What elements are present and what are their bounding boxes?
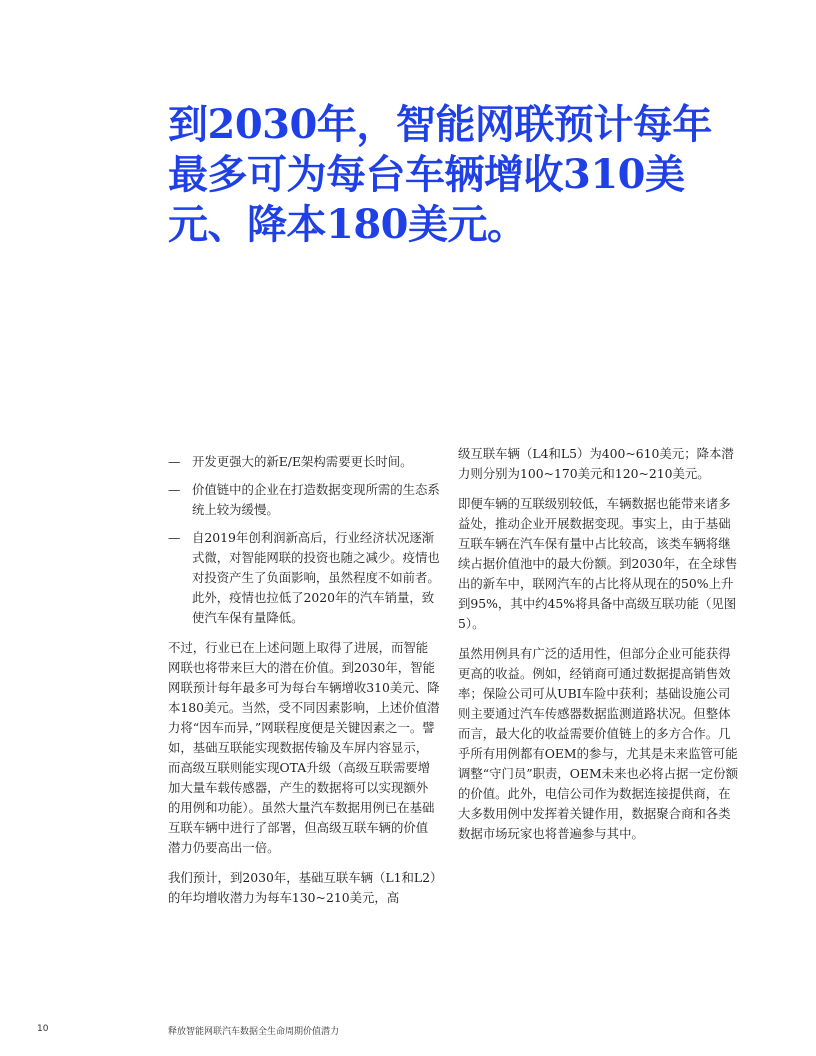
bullet-dash: — — [168, 530, 181, 545]
bullet-text: 开发更强大的新E/E架构需要更长时间。 — [192, 454, 413, 469]
page-headline: 到2030年，智能网联预计每年最多可为每台车辆增收310美元、降本180美元。 — [168, 101, 712, 248]
body-paragraph: 我们预计，到2030年，基础互联车辆（L1和L2）的年均增收潜力为每车130~210美元，高 — [168, 870, 437, 905]
bullet-dash: — — [168, 482, 181, 497]
left-column — [168, 452, 440, 918]
bullet-text: 自2019年创利润新高后，行业经济状况逐渐式微，对智能网联的投资也随之减少。疫情也对投资产生了负面影响，虽然程度不如前者。此外，疫情也拉低了2020年的汽车销量，致使汽车保有量降低。 — [192, 530, 440, 625]
bullet-list — [168, 452, 440, 628]
page-number: 10 — [37, 1024, 49, 1034]
right-column — [458, 444, 740, 854]
body-paragraph: 级互联车辆（L4和L5）为400~610美元；降本潜力则分别为100~170美元和120~210美元。 — [458, 446, 734, 481]
body-paragraph: 即便车辆的互联级别较低，车辆数据也能带来诸多益处，推动企业开展数据变现。事实上，由于基础互联车辆在汽车保有量中占比较高，该类车辆将继续占据价值池中的最大份额。到2030年，在全球售出的新车中，联网汽车的占比将从现在的50%上升到95%，其中约45%将具备中高级互联功能（见图5）。 — [458, 496, 738, 631]
body-paragraph: 不过，行业已在上述问题上取得了进展，而智能网联也将带来巨大的潜在价值。到2030年，智能网联预计每年最多可为每台车辆增收310美元、降本180美元。当然，受不同因素影响，上述价值潜力将“因车而异，”网联程度便是关键因素之一。譬如，基础互联能实现数据传输及车屏内容显示，而高级互联则能实现OTA升级（高级互联需要增加大量车载传感器，产生的数据将可以实现额外的用例和功能）。虽然大量汽车数据用例已在基础互联车辆中进行了部署，但高级互联车辆的价值潜力仍要高出一倍。 — [168, 640, 440, 855]
bullet-item — [168, 528, 440, 628]
bullet-dash: — — [168, 454, 181, 469]
bullet-item — [168, 452, 440, 472]
bullet-text: 价值链中的企业在打造数据变现所需的生态系统上较为缓慢。 — [192, 482, 440, 517]
bullet-item — [168, 480, 440, 520]
body-paragraph: 虽然用例具有广泛的适用性，但部分企业可能获得更高的收益。例如，经销商可通过数据提高销售效率；保险公司可从UBI车险中获利；基础设施公司则主要通过汽车传感器数据监测道路状况。但整体而言，最大化的收益需要价值链上的多方合作。几乎所有用例都有OEM的参与，尤其是未来监管可能调整“守门员”职责，OEM未来也必将占据一定份额的价值。此外，电信公司作为数据连接提供商，在大多数用例中发挥着关键作用，数据聚合商和各类数据市场玩家也将普遍参与其中。 — [458, 646, 738, 841]
page-footer — [0, 1024, 816, 1040]
footer-title: 释放智能网联汽车数据全生命周期价值潜力 — [168, 1027, 340, 1037]
